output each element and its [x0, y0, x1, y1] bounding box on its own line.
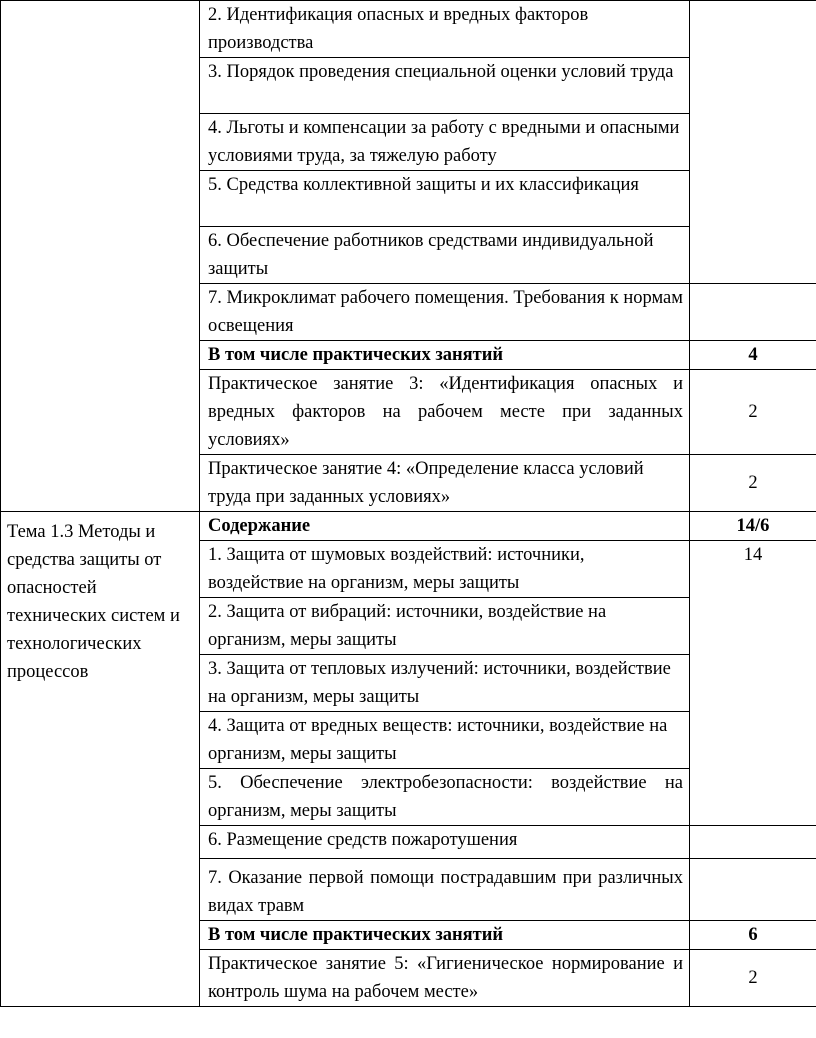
content-item: 1. Защита от шумовых воздействий: источники, воздействие на организм, меры защиты	[200, 541, 690, 598]
topic-cell-empty	[1, 1, 200, 512]
content-item: 2. Идентификация опасных и вредных факторов производства	[200, 1, 690, 58]
content-hours: 14/6	[690, 512, 816, 541]
content-item: 3. Порядок проведения специальной оценки условий труда	[200, 58, 690, 114]
hours-cell-empty	[690, 1, 816, 284]
content-item: 4. Защита от вредных веществ: источники, воздействие на организм, меры защиты	[200, 712, 690, 769]
content-item: 7. Микроклимат рабочего помещения. Требования к нормам освещения	[200, 284, 690, 341]
hours-cell-empty	[690, 826, 816, 859]
practical-item: Практическое занятие 5: «Гигиеническое нормирование и контроль шума на рабочем месте»	[200, 950, 690, 1007]
topic-title: Тема 1.3 Методы и средства защиты от опасностей технических систем и технологических процессов	[1, 512, 200, 1007]
content-item: 5. Средства коллективной защиты и их классификация	[200, 171, 690, 227]
content-item: 2. Защита от вибраций: источники, воздействие на организм, меры защиты	[200, 598, 690, 655]
practical-item-hours: 2	[690, 950, 816, 1007]
content-label: Содержание	[200, 512, 690, 541]
practical-item: Практическое занятие 4: «Определение класса условий труда при заданных условиях»	[200, 455, 690, 512]
items-hours: 14	[690, 541, 816, 826]
content-item: 4. Льготы и компенсации за работу с вредными и опасными условиями труда, за тяжелую работу	[200, 114, 690, 171]
practical-item: Практическое занятие 3: «Идентификация опасных и вредных факторов на рабочем месте при заданных условиях»	[200, 370, 690, 455]
practical-hours: 6	[690, 921, 816, 950]
content-item: 6. Обеспечение работников средствами индивидуальной защиты	[200, 227, 690, 284]
practical-label: В том числе практических занятий	[200, 341, 690, 370]
table-row	[1, 1, 816, 58]
hours-cell-empty	[690, 859, 816, 921]
practical-item-hours: 2	[690, 455, 816, 512]
content-item: 7. Оказание первой помощи пострадавшим при различных видах травм	[200, 859, 690, 921]
content-item: 5. Обеспечение электробезопасности: воздействие на организм, меры защиты	[200, 769, 690, 826]
hours-cell-empty	[690, 284, 816, 341]
practical-label: В том числе практических занятий	[200, 921, 690, 950]
content-item: 3. Защита от тепловых излучений: источники, воздействие на организм, меры защиты	[200, 655, 690, 712]
practical-item-hours: 2	[690, 370, 816, 455]
table-row	[1, 512, 816, 541]
content-item: 6. Размещение средств пожаротушения	[200, 826, 690, 859]
practical-hours: 4	[690, 341, 816, 370]
